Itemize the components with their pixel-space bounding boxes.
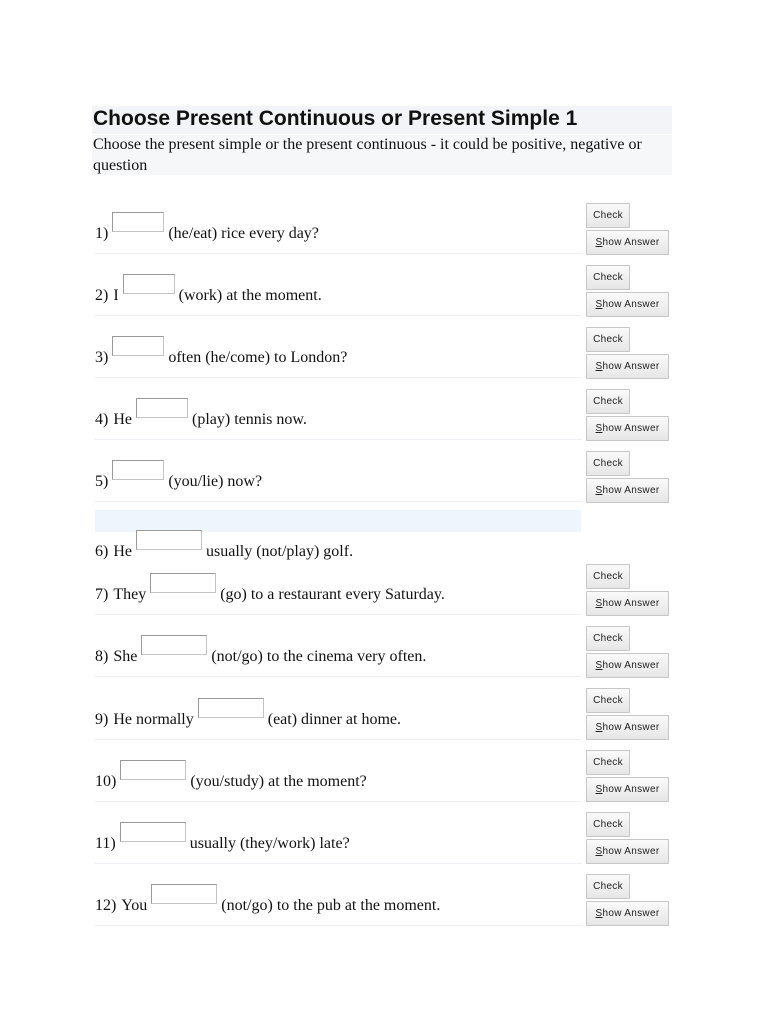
show-answer-label: how Answer (602, 485, 660, 496)
question-text-before: You (121, 897, 148, 914)
row-separator (95, 739, 582, 740)
question-row (0, 633, 768, 709)
show-answer-accesskey: S (595, 361, 603, 372)
show-answer-button[interactable] (586, 591, 669, 616)
check-button[interactable]: Check (586, 626, 630, 651)
question-text-before: He (113, 543, 132, 560)
show-answer-accesskey: S (595, 660, 603, 671)
row-separator (95, 501, 582, 502)
show-answer-button[interactable] (586, 354, 669, 379)
question-text-after: often (he/come) to London? (168, 349, 348, 366)
row-separator (95, 863, 582, 864)
show-answer-label: how Answer (602, 361, 660, 372)
row-separator (95, 253, 582, 254)
question-row (0, 881, 768, 958)
show-answer-accesskey: S (595, 237, 603, 248)
question-text-after: (not/go) to the cinema very often. (211, 648, 427, 665)
question-text-before: He (113, 411, 132, 428)
question-text-before: I (113, 287, 119, 304)
question-number: 8) (95, 648, 109, 665)
question-text-after: (play) tennis now. (191, 411, 307, 428)
answer-input[interactable] (150, 573, 216, 593)
check-button[interactable]: Check (586, 265, 630, 290)
check-button[interactable]: Check (586, 812, 630, 837)
show-answer-accesskey: S (595, 908, 603, 919)
question-text-after: (work) at the moment. (178, 287, 322, 304)
answer-input[interactable] (141, 635, 207, 655)
show-answer-accesskey: S (595, 784, 603, 795)
show-answer-label: how Answer (602, 423, 660, 434)
question-text-line (95, 348, 347, 368)
show-answer-label: how Answer (602, 299, 660, 310)
check-button[interactable]: Check (586, 750, 630, 775)
row-separator (95, 925, 582, 926)
check-button[interactable]: Check (586, 688, 630, 713)
instructions-text: Choose the present simple or the present continuous - it could be positive, negative or question (93, 136, 642, 174)
show-answer-label: how Answer (602, 846, 660, 857)
answer-input[interactable] (112, 336, 164, 356)
page-title: Choose Present Continuous or Present Simple 1 (93, 107, 578, 130)
answer-input[interactable] (120, 822, 186, 842)
show-answer-accesskey: S (595, 423, 603, 434)
question-text-before: He normally (113, 711, 194, 728)
check-button[interactable]: Check (586, 451, 630, 476)
answer-input[interactable] (136, 398, 188, 418)
question-number: 12) (95, 897, 117, 914)
question-number: 2) (95, 287, 109, 304)
show-answer-button[interactable] (586, 715, 669, 740)
show-answer-label: how Answer (602, 722, 660, 733)
show-answer-button[interactable] (586, 839, 669, 864)
question-text-line (95, 542, 353, 562)
check-button[interactable]: Check (586, 389, 630, 414)
show-answer-label: how Answer (602, 598, 660, 609)
show-answer-button[interactable] (586, 653, 669, 678)
question-row (0, 210, 768, 286)
answer-input[interactable] (112, 212, 164, 232)
show-answer-button[interactable] (586, 777, 669, 802)
question-text-line (95, 834, 350, 854)
question-number: 6) (95, 543, 109, 560)
question-number: 3) (95, 349, 109, 366)
question-text-before: She (113, 648, 138, 665)
question-text-after: (he/eat) rice every day? (168, 225, 319, 242)
question-number: 11) (95, 835, 116, 852)
show-answer-accesskey: S (595, 485, 603, 496)
question-text-line (95, 224, 319, 244)
row-separator (95, 315, 582, 316)
show-answer-button[interactable] (586, 416, 669, 441)
show-answer-label: how Answer (602, 237, 660, 248)
answer-input[interactable] (136, 530, 202, 550)
answer-input[interactable] (198, 698, 264, 718)
check-button[interactable]: Check (586, 203, 630, 228)
question-row (0, 458, 768, 534)
answer-input[interactable] (151, 884, 217, 904)
question-row (0, 695, 768, 772)
question-text-line (95, 286, 322, 306)
question-text-after: (go) to a restaurant every Saturday. (220, 586, 445, 603)
question-number: 7) (95, 586, 109, 603)
question-number: 10) (95, 773, 117, 790)
question-text-after: usually (they/work) late? (189, 835, 350, 852)
answer-input[interactable] (123, 274, 175, 294)
row-separator (95, 614, 582, 615)
question-text-after: usually (not/play) golf. (205, 543, 354, 560)
show-answer-accesskey: S (595, 846, 603, 857)
question-number: 4) (95, 411, 109, 428)
question-row (0, 334, 768, 410)
question-row (0, 819, 768, 896)
show-answer-label: how Answer (602, 784, 660, 795)
show-answer-button[interactable] (586, 292, 669, 317)
question-text-line (95, 585, 445, 605)
question-number: 9) (95, 711, 109, 728)
question-text-line (95, 472, 262, 492)
answer-input[interactable] (120, 760, 186, 780)
row-separator (95, 801, 582, 802)
question-text-line (95, 647, 426, 667)
question-text-line (95, 772, 367, 792)
question-number: 5) (95, 473, 109, 490)
show-answer-accesskey: S (595, 598, 603, 609)
show-answer-accesskey: S (595, 722, 603, 733)
question-text-before: They (113, 586, 147, 603)
row-separator (95, 676, 582, 677)
question-text-line (95, 896, 440, 916)
check-button[interactable]: Check (586, 327, 630, 352)
question-number: 1) (95, 225, 109, 242)
question-text-after: (you/lie) now? (168, 473, 263, 490)
question-text-after: (eat) dinner at home. (267, 711, 402, 728)
question-text-line (95, 410, 307, 430)
row-separator (95, 439, 582, 440)
question-text-line (95, 710, 401, 730)
question-text-after: (you/study) at the moment? (190, 773, 367, 790)
show-answer-button[interactable] (586, 478, 669, 503)
check-button[interactable]: Check (586, 564, 630, 589)
answer-input[interactable] (112, 460, 164, 480)
row-separator (95, 377, 582, 378)
question-row (0, 571, 768, 647)
show-answer-button[interactable] (586, 901, 669, 926)
question-text-after: (not/go) to the pub at the moment. (221, 897, 441, 914)
show-answer-label: how Answer (602, 908, 660, 919)
show-answer-label: how Answer (602, 660, 660, 671)
question-row (0, 757, 768, 834)
check-button[interactable]: Check (586, 874, 630, 899)
show-answer-button[interactable] (586, 230, 669, 255)
show-answer-accesskey: S (595, 299, 603, 310)
